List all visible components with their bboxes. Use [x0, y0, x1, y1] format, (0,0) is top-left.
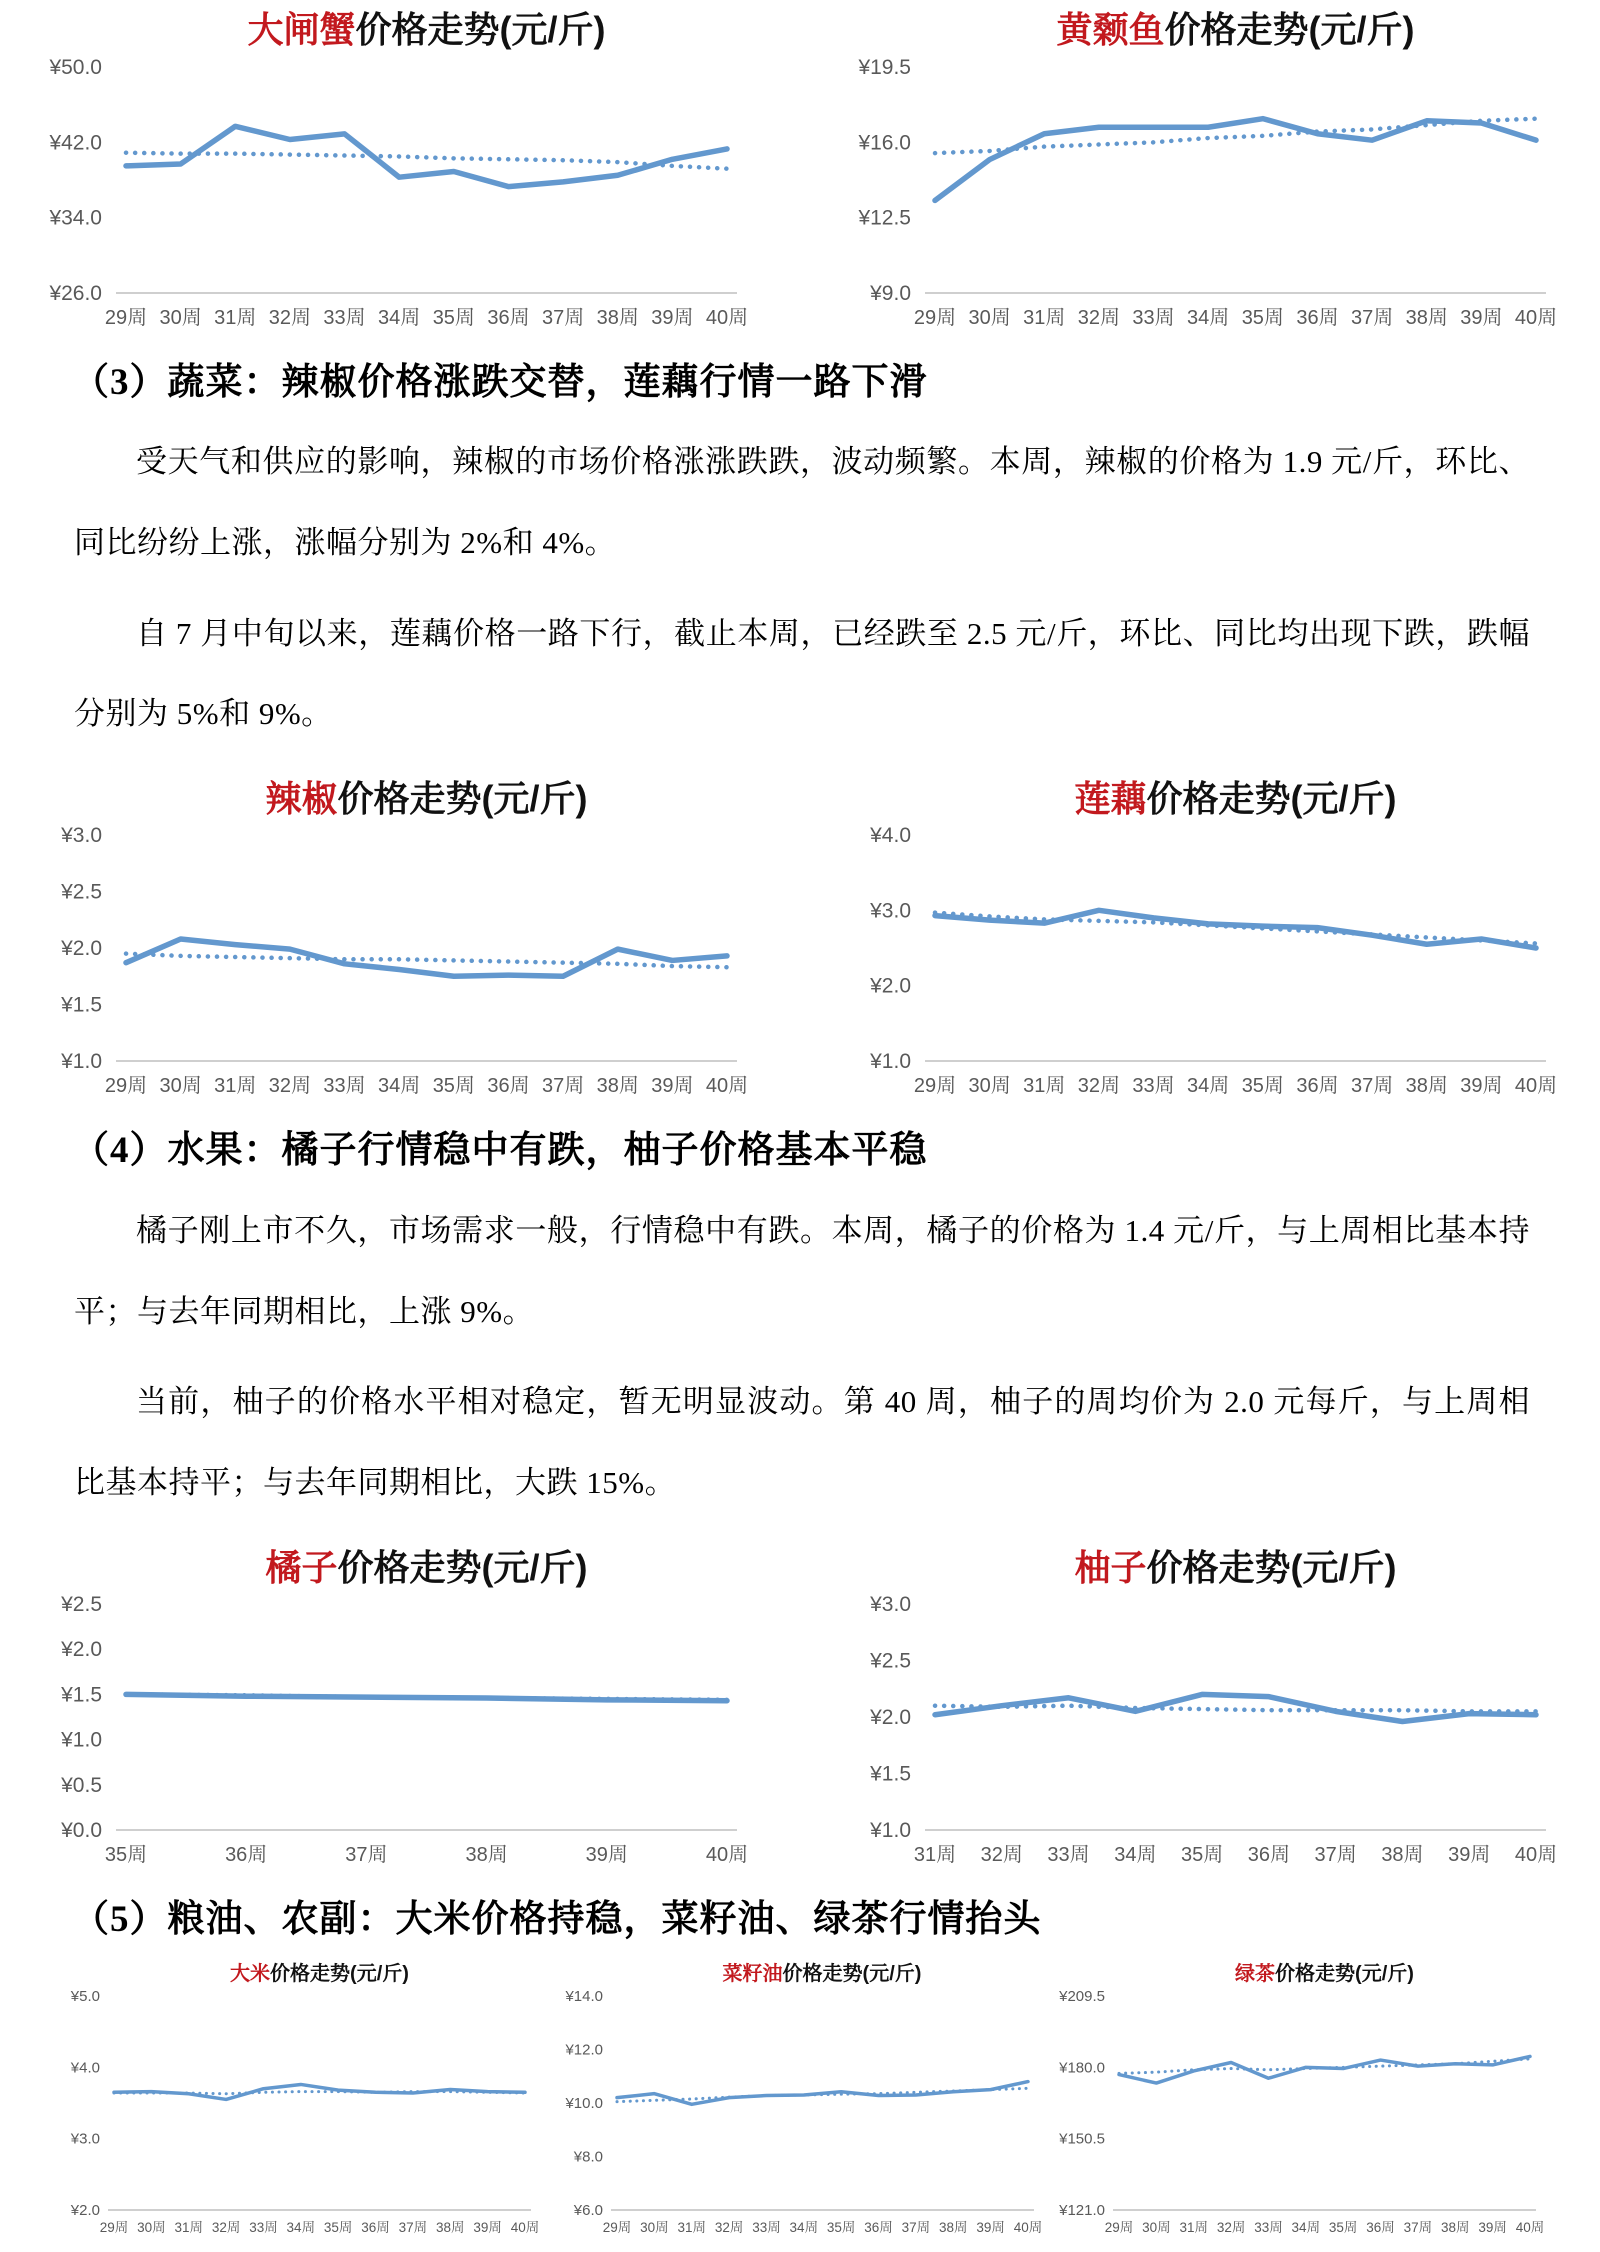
chart-chili [28, 775, 763, 1106]
x-tick-label: 34周 [286, 2219, 316, 2235]
x-tick-label: 40周 [1514, 1075, 1558, 1098]
paragraph: 受天气和供应的影响，辣椒的市场价格涨涨跌跌，波动频繁。本周，辣椒的价格为 1.9 元/斤，环比、同比纷纷上涨，涨幅分别为 2%和 4%。 [74, 444, 1530, 560]
x-tick-label: 35周 [432, 1075, 475, 1098]
chart-pomelo [837, 1544, 1572, 1875]
chart-title-product: 大米 [230, 1962, 271, 1985]
x-tick-label: 38周 [1405, 306, 1448, 329]
chart-hairy-crab [28, 6, 763, 337]
x-tick-label: 38周 [1441, 2219, 1470, 2235]
x-tick-label: 29周 [913, 306, 957, 329]
x-tick-label: 40周 [705, 1844, 749, 1867]
y-tick-label: ¥2.0 [61, 937, 102, 961]
chart-title-product: 黄颡鱼 [1056, 9, 1165, 50]
x-tick-label: 34周 [1187, 306, 1230, 329]
y-tick-label: ¥2.5 [870, 1649, 911, 1673]
chart-row-fruits [0, 1544, 1600, 1875]
x-tick-label: 32周 [268, 306, 312, 329]
y-tick-label: ¥1.0 [870, 1050, 911, 1074]
x-tick-label: 29周 [104, 306, 148, 329]
x-tick-label: 40周 [1515, 2219, 1545, 2235]
x-tick-label: 36周 [487, 306, 530, 329]
x-tick-label: 37周 [1403, 2219, 1433, 2235]
x-tick-label: 39周 [651, 306, 694, 329]
x-tick-label: 38周 [1381, 1844, 1424, 1867]
x-tick-label: 35周 [104, 1844, 148, 1867]
x-tick-label: 30周 [968, 1075, 1011, 1098]
chart-plot-area [28, 1592, 763, 1874]
x-tick-label: 40周 [1514, 1844, 1558, 1867]
x-tick-label: 38周 [596, 306, 639, 329]
price-line-solid [617, 2082, 1028, 2105]
y-tick-label: ¥1.0 [61, 1728, 102, 1752]
x-tick-label: 35周 [1180, 1844, 1224, 1867]
y-tick-label: ¥3.0 [61, 824, 102, 848]
y-tick-label: ¥42.0 [49, 130, 102, 154]
chart-title-rest: 价格走势(元/斤) [1146, 1546, 1397, 1588]
chart-canvas [50, 1988, 545, 2240]
price-line-dotted [935, 1706, 1536, 1712]
x-tick-label: 37周 [1314, 1844, 1357, 1867]
chart-title-product: 大闸蟹 [247, 9, 356, 50]
x-tick-label: 35周 [1241, 1075, 1284, 1098]
x-tick-label: 40周 [510, 2219, 540, 2235]
y-tick-label: ¥16.0 [858, 130, 911, 154]
price-line-solid [935, 118, 1536, 200]
x-tick-label: 30周 [639, 2219, 669, 2235]
x-tick-label: 31周 [214, 1075, 257, 1098]
y-tick-label: ¥1.0 [870, 1819, 911, 1843]
section-3-body [74, 422, 1530, 754]
chart-green-tea [1055, 1960, 1550, 2240]
chart-plot-area [837, 823, 1572, 1105]
y-tick-label: ¥4.0 [870, 824, 911, 848]
x-tick-label: 38周 [465, 1844, 508, 1867]
x-tick-label: 32周 [268, 1075, 312, 1098]
section-4-heading: （4）水果：橘子行情稳中有跌，柚子价格基本平稳 [72, 1130, 928, 1172]
x-tick-label: 34周 [378, 1075, 421, 1098]
y-tick-label: ¥3.0 [70, 2130, 100, 2148]
chart-plot-area [553, 1988, 1048, 2240]
x-tick-label: 31周 [174, 2219, 203, 2235]
x-tick-label: 34周 [1187, 1075, 1230, 1098]
x-tick-label: 32周 [1077, 306, 1121, 329]
y-tick-label: ¥14.0 [564, 1987, 603, 2005]
x-tick-label: 38周 [938, 2219, 968, 2235]
chart-title [50, 1960, 545, 1988]
chart-plot-area [837, 1592, 1572, 1874]
y-tick-label: ¥6.0 [573, 2201, 603, 2219]
x-tick-label: 34周 [378, 306, 421, 329]
x-tick-label: 30周 [159, 306, 202, 329]
x-tick-label: 33周 [1047, 1844, 1090, 1867]
x-tick-label: 36周 [361, 2219, 390, 2235]
x-tick-label: 36周 [1296, 1075, 1339, 1098]
x-tick-label: 37周 [901, 2219, 930, 2235]
chart-title [28, 775, 763, 824]
chart-title-product: 橘子 [265, 1546, 338, 1588]
x-tick-label: 37周 [398, 2219, 428, 2235]
x-tick-label: 40周 [1013, 2219, 1042, 2235]
y-tick-label: ¥0.5 [61, 1773, 102, 1797]
x-tick-label: 31周 [676, 2219, 706, 2235]
chart-title [28, 6, 763, 55]
y-tick-label: ¥3.0 [870, 1593, 911, 1617]
chart-canvas [28, 1592, 763, 1874]
x-tick-label: 29周 [99, 2219, 129, 2235]
y-tick-label: ¥8.0 [573, 2148, 603, 2166]
y-tick-label: ¥2.5 [61, 1593, 102, 1617]
x-tick-label: 38周 [596, 1075, 639, 1098]
chart-row-vegetables [0, 775, 1600, 1106]
x-tick-label: 33周 [323, 306, 366, 329]
x-tick-label: 39周 [1460, 1075, 1503, 1098]
chart-title-rest: 价格走势(元/斤) [337, 777, 588, 819]
chart-canvas [837, 55, 1572, 337]
chart-title-product: 柚子 [1074, 1546, 1147, 1588]
x-tick-label: 36周 [1247, 1844, 1291, 1867]
chart-plot-area [28, 823, 763, 1105]
section-3-heading: （3）蔬菜：辣椒价格涨跌交替，莲藕行情一路下滑 [72, 361, 928, 403]
chart-title [28, 1544, 763, 1593]
paragraph: 自 7 月中旬以来，莲藕价格一路下行，截止本周，已经跌至 2.5 元/斤，环比、同比均出现下跌，跌幅分别为 5%和 9%。 [74, 615, 1530, 732]
chart-title-rest: 价格走势(元/斤) [782, 1962, 922, 1985]
chart-title [837, 6, 1572, 55]
y-tick-label: ¥1.5 [61, 1683, 102, 1707]
section-4-body [74, 1191, 1530, 1523]
x-tick-label: 37周 [1350, 1075, 1394, 1098]
chart-canvas [837, 823, 1572, 1105]
x-tick-label: 34周 [789, 2219, 818, 2235]
x-tick-label: 37周 [541, 1075, 585, 1098]
x-tick-label: 40周 [705, 306, 749, 329]
x-tick-label: 31周 [1023, 1075, 1066, 1098]
x-tick-label: 33周 [751, 2219, 781, 2235]
x-tick-label: 31周 [1179, 2219, 1208, 2235]
x-tick-label: 37周 [541, 306, 585, 329]
x-tick-label: 39周 [651, 1075, 694, 1098]
chart-plot-area [50, 1988, 545, 2240]
x-tick-label: 32周 [714, 2219, 743, 2235]
y-tick-label: ¥2.5 [61, 880, 102, 904]
x-tick-label: 37周 [1350, 306, 1394, 329]
y-tick-label: ¥1.5 [61, 993, 102, 1017]
x-tick-label: 35周 [826, 2219, 855, 2235]
y-tick-label: ¥3.0 [870, 899, 911, 923]
x-tick-label: 33周 [1254, 2219, 1283, 2235]
y-tick-label: ¥0.0 [61, 1819, 102, 1843]
y-tick-label: ¥26.0 [49, 281, 102, 305]
x-tick-label: 38周 [1405, 1075, 1448, 1098]
y-tick-label: ¥1.5 [870, 1762, 911, 1786]
x-tick-label: 36周 [225, 1844, 268, 1867]
chart-title-rest: 价格走势(元/斤) [1164, 9, 1415, 50]
price-line-dotted [1119, 2059, 1530, 2074]
chart-lotus-root [837, 775, 1572, 1106]
x-tick-label: 35周 [323, 2219, 353, 2235]
chart-row-grain-oil [0, 1960, 1600, 2240]
chart-title-rest: 价格走势(元/斤) [337, 1546, 588, 1588]
chart-title-product: 莲藕 [1074, 777, 1147, 819]
x-tick-label: 35周 [432, 306, 475, 329]
chart-title [837, 1544, 1572, 1593]
y-tick-label: ¥19.5 [858, 55, 911, 79]
chart-title [837, 775, 1572, 824]
chart-canvas [837, 1592, 1572, 1874]
x-tick-label: 39周 [975, 2219, 1005, 2235]
x-tick-label: 34周 [1291, 2219, 1321, 2235]
x-tick-label: 32周 [1077, 1075, 1121, 1098]
chart-row-aquatic [0, 6, 1600, 337]
x-tick-label: 39周 [585, 1844, 628, 1867]
price-line-solid [1119, 2056, 1530, 2083]
chart-title-rest: 价格走势(元/斤) [270, 1962, 409, 1985]
chart-plot-area [28, 55, 763, 337]
chart-title-rest: 价格走势(元/斤) [1275, 1962, 1414, 1985]
y-tick-label: ¥12.5 [858, 206, 911, 230]
x-tick-label: 40周 [1514, 306, 1558, 329]
chart-tangerine [28, 1544, 763, 1875]
price-line-solid [935, 911, 1536, 949]
x-tick-label: 36周 [1296, 306, 1339, 329]
y-tick-label: ¥2.0 [61, 1638, 102, 1662]
y-tick-label: ¥5.0 [70, 1987, 100, 2005]
y-tick-label: ¥121.0 [1059, 2201, 1105, 2219]
x-tick-label: 31周 [1023, 306, 1066, 329]
chart-title-rest: 价格走势(元/斤) [1146, 777, 1397, 819]
chart-canvas [28, 55, 763, 337]
section-5-heading: （5）粮油、农副：大米价格持稳，菜籽油、绿茶行情抬头 [72, 1899, 1042, 1941]
chart-title-product: 辣椒 [265, 777, 338, 819]
x-tick-label: 35周 [1328, 2219, 1358, 2235]
x-tick-label: 35周 [1241, 306, 1284, 329]
x-tick-label: 33周 [323, 1075, 366, 1098]
x-tick-label: 32周 [1216, 2219, 1246, 2235]
chart-title [1055, 1960, 1550, 1988]
x-tick-label: 30周 [137, 2219, 166, 2235]
y-tick-label: ¥150.5 [1059, 2130, 1105, 2148]
x-tick-label: 32周 [980, 1844, 1023, 1867]
x-tick-label: 30周 [159, 1075, 202, 1098]
chart-canvas [553, 1988, 1048, 2240]
x-tick-label: 29周 [1104, 2219, 1134, 2235]
chart-title [553, 1960, 1048, 1988]
chart-canvas [28, 823, 763, 1105]
x-tick-label: 29周 [602, 2219, 631, 2235]
x-tick-label: 31周 [214, 306, 257, 329]
x-tick-label: 39周 [473, 2219, 502, 2235]
chart-plot-area [1055, 1988, 1550, 2240]
y-tick-label: ¥9.0 [870, 281, 911, 305]
x-tick-label: 36周 [863, 2219, 893, 2235]
price-line-dotted [126, 152, 727, 168]
chart-plot-area [837, 55, 1572, 337]
x-tick-label: 36周 [1366, 2219, 1395, 2235]
x-tick-label: 34周 [1114, 1844, 1157, 1867]
y-tick-label: ¥10.0 [564, 2094, 603, 2112]
y-tick-label: ¥12.0 [564, 2041, 603, 2059]
y-tick-label: ¥2.0 [870, 1706, 911, 1730]
price-line-dotted [935, 913, 1536, 944]
x-tick-label: 29周 [104, 1075, 148, 1098]
y-tick-label: ¥2.0 [870, 975, 911, 999]
y-tick-label: ¥50.0 [49, 55, 102, 79]
chart-rapeseed-oil [553, 1960, 1048, 2240]
y-tick-label: ¥209.5 [1059, 1987, 1105, 2005]
chart-yellow-catfish [837, 6, 1572, 337]
y-tick-label: ¥2.0 [70, 2201, 100, 2219]
x-tick-label: 39周 [1478, 2219, 1507, 2235]
x-tick-label: 29周 [913, 1075, 957, 1098]
x-tick-label: 39周 [1460, 306, 1503, 329]
x-tick-label: 31周 [913, 1844, 957, 1867]
paragraph: 橘子刚上市不久，市场需求一般，行情稳中有跌。本周，橘子的价格为 1.4 元/斤，与上周相比基本持平；与去年同期相比，上涨 9%。 [74, 1213, 1530, 1329]
chart-canvas [1055, 1988, 1550, 2240]
y-tick-label: ¥1.0 [61, 1050, 102, 1074]
chart-title-rest: 价格走势(元/斤) [355, 9, 606, 50]
y-tick-label: ¥180.0 [1059, 2059, 1105, 2077]
y-tick-label: ¥34.0 [49, 206, 102, 230]
x-tick-label: 30周 [1142, 2219, 1171, 2235]
x-tick-label: 37周 [345, 1844, 388, 1867]
chart-title-product: 菜籽油 [722, 1962, 783, 1985]
x-tick-label: 33周 [1132, 306, 1175, 329]
x-tick-label: 33周 [249, 2219, 278, 2235]
chart-rice [50, 1960, 545, 2240]
y-tick-label: ¥4.0 [70, 2059, 100, 2077]
x-tick-label: 32周 [211, 2219, 241, 2235]
x-tick-label: 30周 [968, 306, 1011, 329]
x-tick-label: 36周 [487, 1075, 530, 1098]
paragraph: 当前，柚子的价格水平相对稳定，暂无明显波动。第 40 周，柚子的周均价为 2.0 元每斤，与上周相比基本持平；与去年同期相比，大跌 15%。 [74, 1384, 1530, 1500]
x-tick-label: 40周 [705, 1075, 749, 1098]
x-tick-label: 33周 [1132, 1075, 1175, 1098]
chart-title-product: 绿茶 [1235, 1962, 1276, 1985]
x-tick-label: 39周 [1448, 1844, 1491, 1867]
x-tick-label: 38周 [436, 2219, 465, 2235]
